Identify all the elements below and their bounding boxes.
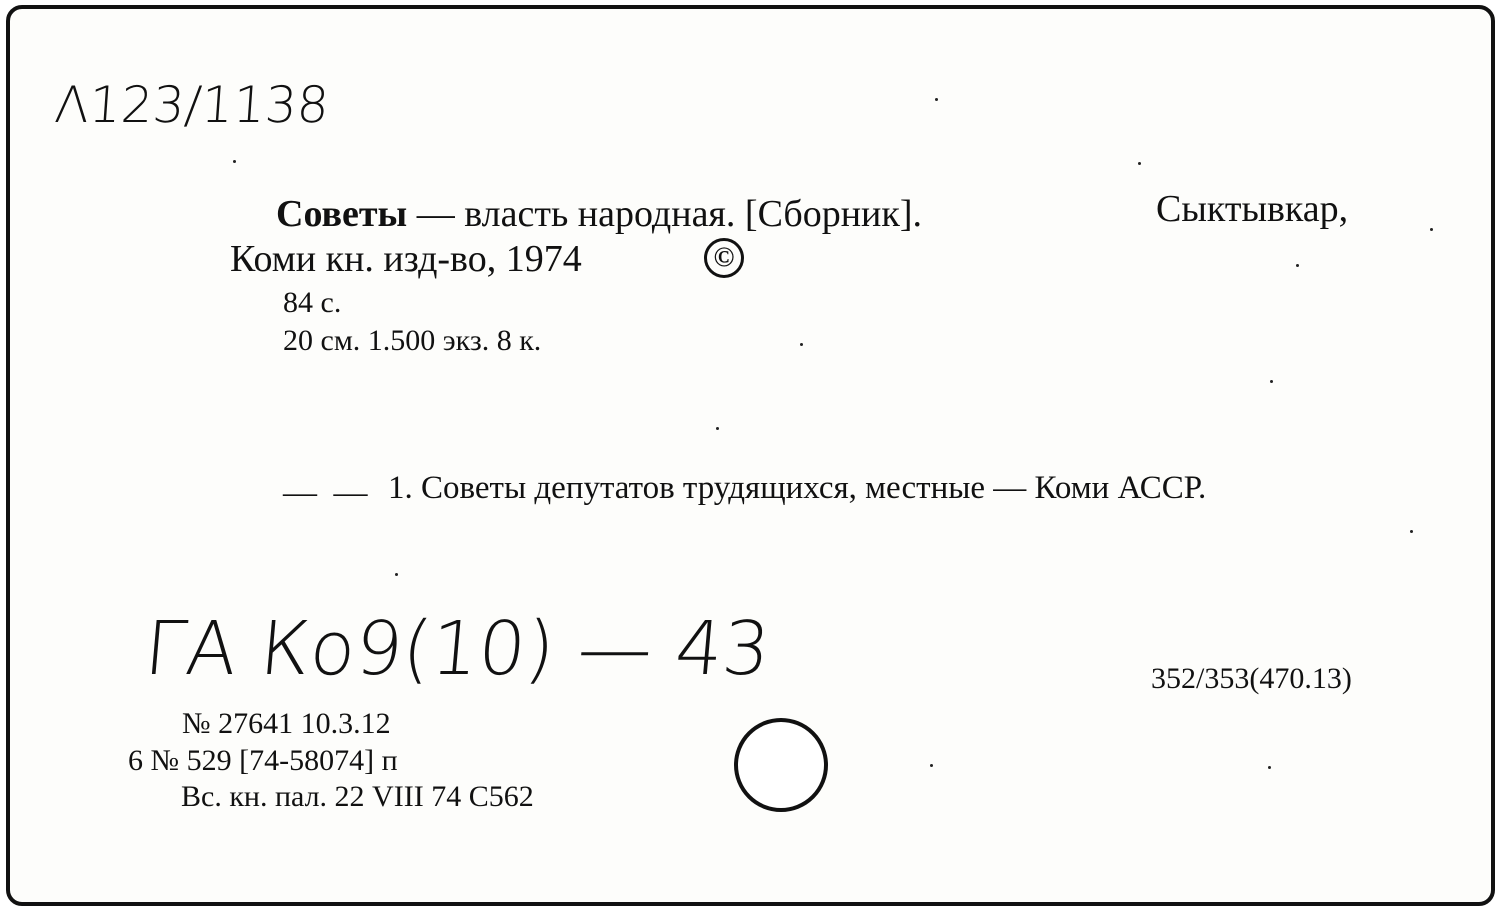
punch-hole xyxy=(734,718,828,812)
speck xyxy=(233,160,236,163)
publication-place: Сыктывкар, xyxy=(1156,188,1349,230)
speck xyxy=(395,573,398,576)
speck xyxy=(1430,228,1433,231)
subject-dash: — — xyxy=(283,474,372,511)
copyright-symbol: © xyxy=(713,242,735,273)
title-rest: — власть народная. [Сборник]. xyxy=(407,193,922,235)
subject-heading: 1. Советы депутатов трудящихся, местные — Коми АССР. xyxy=(388,470,1207,506)
title-heading: Советы xyxy=(276,193,408,235)
speck xyxy=(716,427,719,430)
speck xyxy=(935,98,938,101)
speck xyxy=(1410,530,1413,533)
order-line: 6 № 529 [74-58074] п xyxy=(128,744,398,777)
speck xyxy=(1270,380,1273,383)
speck xyxy=(1268,766,1271,769)
pages-count: 84 с. xyxy=(283,286,342,319)
copyright-mark xyxy=(704,238,744,278)
physical-description: 20 см. 1.500 экз. 8 к. xyxy=(283,324,542,357)
handwritten-call-number: ГА Ко9(10) — 43 xyxy=(141,606,774,692)
handwritten-shelfmark: Λ123/1138 xyxy=(52,76,331,134)
classification-code: 352/353(470.13) xyxy=(1151,662,1352,695)
record-number: № 27641 10.3.12 xyxy=(182,707,391,740)
title-line xyxy=(276,195,922,233)
speck xyxy=(1296,264,1299,267)
book-chamber-line: Вс. кн. пал. 22 VIII 74 С562 xyxy=(181,780,534,813)
speck xyxy=(1138,162,1141,165)
speck xyxy=(930,764,933,767)
publisher-line: Коми кн. изд-во, 1974 xyxy=(230,238,582,280)
speck xyxy=(800,343,803,346)
